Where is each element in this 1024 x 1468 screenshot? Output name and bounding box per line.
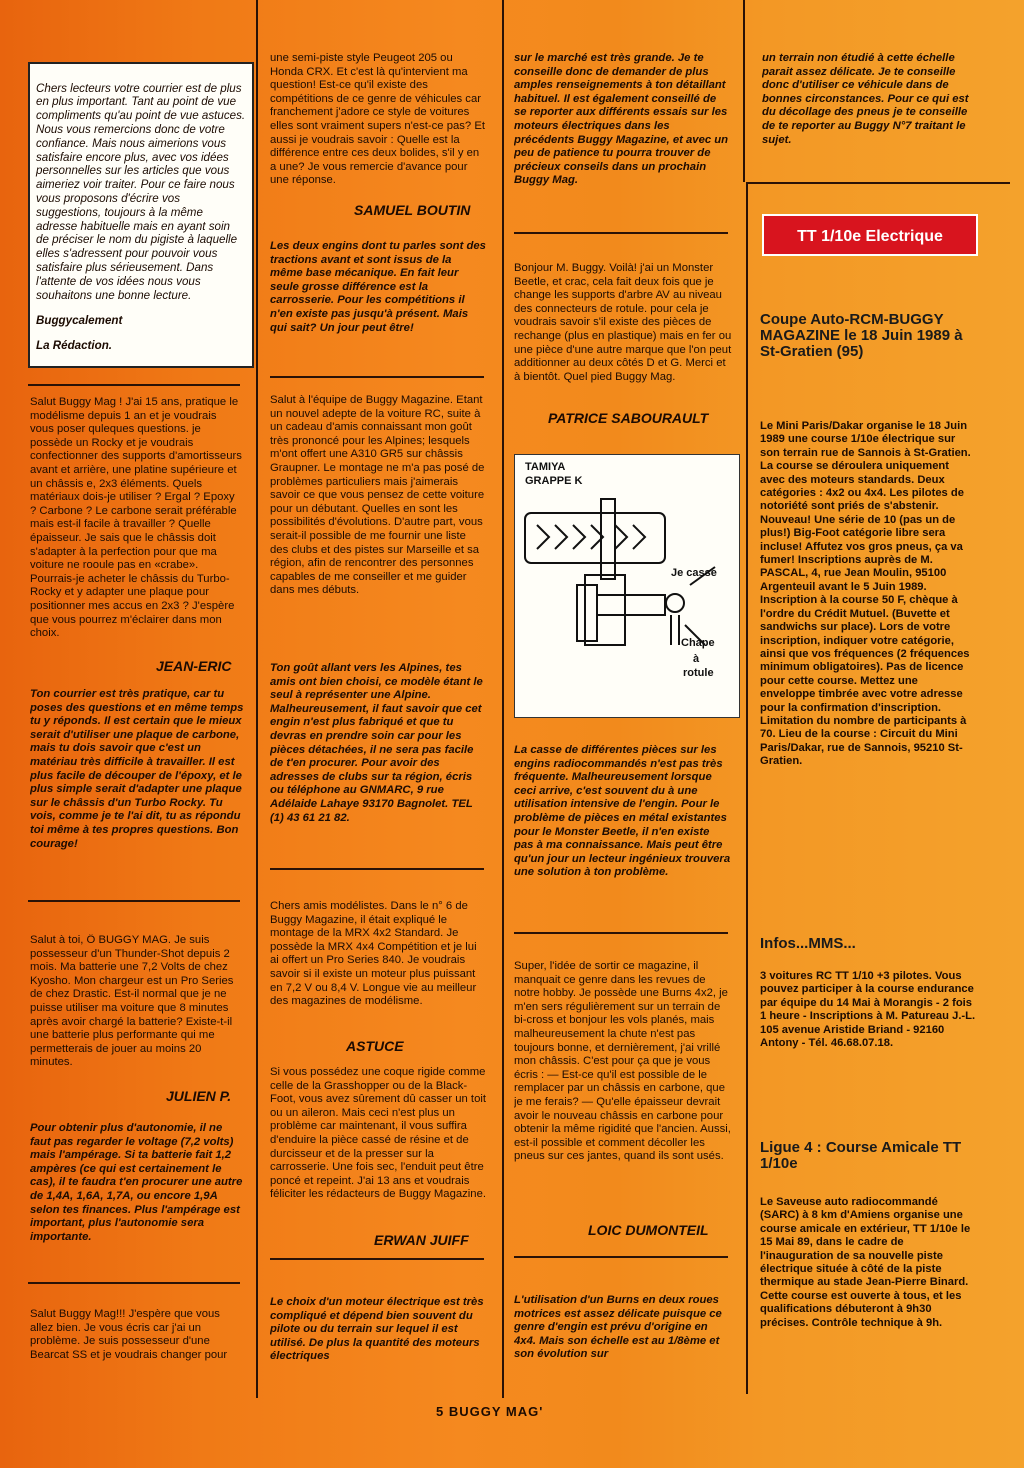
column-rule bbox=[743, 0, 745, 182]
editorial-box bbox=[28, 62, 254, 368]
letter-signature: PATRICE SABOURAULT bbox=[548, 410, 709, 426]
answer: Pour obtenir plus d'autonomie, il ne faut pas regarder le voltage (7,2 volts) mais l'ampérage. Si ta batterie fait 1,2 ampères (ce qui est certainement le cas), il te faudra t'en procurer une autre de 1,4A, 1,6A, 1,7A, ou encore 1,9A selon tes finances. Plus l'ampérage est important, plus l'autonomie sera importante. bbox=[30, 1122, 243, 1243]
event-text: Le Saveuse auto radiocommandé (SARC) à 8 km d'Amiens organise une course amicale en extérieur, TT 1/10e le 15 Mai 89, dans le cadre de l'inauguration de sa nouvelle piste électrique située à côté de la piste thermique au stade Jean-Pierre Binard. Cette course est ouverte à tous, et les qualifications débuteront à 9h30 précises. Contrôle technique à 9h. bbox=[760, 1196, 971, 1329]
letter-signature: ERWAN JUIFF bbox=[374, 1232, 469, 1248]
answer: Ton courrier est très pratique, car tu poses des questions et en même temps tu y réponds. Il est certain que le mieux serait d'utiliser une plaque de carbone, mais tu dois savoir que c'est un matériau très difficile à travailler. Il est plus facile de découper de l'époxy, et le plus simple serait d'adapter une plaque sur le châssis d'un Turbo Rocky. Tu vois, comme je te l'ai dit, tu as répondu toi même à tes propres questions. Bon courage! bbox=[30, 688, 244, 850]
separator bbox=[514, 932, 728, 934]
event-text: 3 voitures RC TT 1/10 +3 pilotes. Vous pouvez participer à la course endurance par équipe du 14 Mai à Morangis - 2 fois 1 heure - Inscriptions à M. Patureau J.-L. 105 avenue Aristide Briand - 92160 Antony - Tél. 46.68.07.18. bbox=[760, 970, 976, 1050]
letter: Bonjour M. Buggy. Voilà! j'ai un Monster Beetle, et crac, cela fait deux fois que je change les supports d'arbre AV au niveau des connecteurs de rotule. pour cela je voudrais savoir s'il existe des pièces de rechange (plus en plastique) mais en fer ou une pièce d'une autre marque que l'on peut additionner au deux côtés D et G. Merci et à bientôt. Quel pied Buggy Mag. bbox=[514, 262, 732, 383]
answer: Ton goût allant vers les Alpines, tes amis ont bien choisi, ce modèle étant le seul à représenter une Alpine. Malheureusement, il faut savoir que cet engin n'est plus fabriqué et que tu devras en prendre soin car pour les pièces détachées, il ne sera pas facile de t'en procurer. Pour avoir des adresses de clubs sur ta région, écris ou téléphone au GNMARC, 9 rue Adélaide Lahaye 93170 Bagnolet. TEL (1) 43 61 21 82. bbox=[270, 662, 483, 824]
letter-signature: JULIEN P. bbox=[166, 1088, 232, 1104]
section-tag: TT 1/10e Electrique bbox=[762, 214, 978, 256]
letter-signature: LOIC DUMONTEIL bbox=[588, 1222, 709, 1238]
separator bbox=[28, 1282, 240, 1284]
tip-text: Si vous possédez une coque rigide comme celle de la Grasshopper ou de la Black-Foot, vous avez sûrement dû casser un toit ou un aileron. Mais ceci n'est plus un problème car maintenant, il vous suffira d'enduire la pièce cassé de résine et de durcisseur et de la presser sur la carrosserie. Une fois sec, l'enduit peut être poncé et repeint. J'ai 13 ans et voudrais féliciter les rédacteurs de Buggy Magazine. bbox=[270, 1066, 486, 1201]
letter: une semi-piste style Peugeot 205 ou Honda CRX. Et c'est là qu'intervient ma question! Est-ce qu'il existe des compétitions de ce genre de véhicules car franchement j'adore ce style de voitures elles sont vraiment supers n'est-ce pas? Et aussi je voudrais savoir : Quelle est la différence entre ces deux bolides, s'il y en a une? Je vous remercie d'avance pour une réponse. bbox=[270, 52, 486, 187]
event-heading: Infos...MMS... bbox=[760, 935, 856, 952]
letter-signature: SAMUEL BOUTIN bbox=[354, 202, 471, 218]
answer: L'utilisation d'un Burns en deux roues motrices est assez délicate puisque ce genre d'engin est prévu d'origine en 4x4. Mais son échelle est au 1/8ème et son évolution sur bbox=[514, 1294, 722, 1361]
letter: Salut Buggy Mag!!! J'espère que vous allez bien. Je vous écris car j'ai un problème. Je suis possesseur d'une Bearcat SS et je voudrais changer pour bbox=[30, 1308, 228, 1361]
answer: La casse de différentes pièces sur les engins radiocommandés n'est pas très fréquente. Malheureusement lorsque ceci arrive, c'est souvent du à une utilisation intensive de l'engin. Pour le problème de pièces en métal existantes pour le Monster Beetle, il n'en existe pas à ma connaissance. Mais peut être qu'un jour un lecteur ingénieux trouvera une solution à ton problème. bbox=[514, 744, 731, 879]
answer: Le choix d'un moteur électrique est très compliqué et dépend bien souvent du pilote ou du terrain sur lequel il est utilisé. De plus la quantité des moteurs électriques bbox=[270, 1296, 484, 1363]
separator bbox=[514, 232, 728, 234]
diagram-label: TAMIYA bbox=[525, 461, 566, 473]
separator bbox=[514, 1256, 728, 1258]
letter: Chers amis modélistes. Dans le n° 6 de Buggy Magazine, il était expliqué le montage de la MRX 4x2 Standard. Je possède la MRX 4x4 Compétition et je lui ai offert un Pro Series 840. Je voudrais savoir si il existe un moteur plus puissant en 7,2 V ou 8,4 V. Longue vie au meilleur des magazines de modélisme. bbox=[270, 900, 477, 1008]
diagram-label: Chape bbox=[681, 637, 715, 649]
answer: un terrain non étudié à cette échelle parait assez délicate. Je te conseille donc d'utiliser ce véhicule dans de bonnes circonstances. Pour ce qui est du décollage des pneus je te conseille de te reporter au Buggy N°7 traitant le sujet. bbox=[762, 52, 969, 146]
separator bbox=[28, 384, 240, 386]
letter: Super, l'idée de sortir ce magazine, il manquait ce genre dans les revues de notre hobby. Je possède une Burns 4x2, je m'en sers régulièrement sur un terrain de bi-cross et bonjour les vols planés, mais malheureusement la chute n'est pas toujours bonne, et dernièrement, j'ai vrillé mon châssis. C'est pour ça que je vous écris : — Est-ce qu'il est possible de le remplacer par un châssis en carbone, que je me ferais? — Qu'elle épaisseur devrait avoir le nouveau châssis en carbone pour obtenir la même rigidité que l'ancien. Aussi, est-il possible et comment décoller les pneus sur ces jantes, quand ils sont usés. bbox=[514, 960, 731, 1163]
separator bbox=[270, 1258, 484, 1260]
column-rule bbox=[502, 0, 504, 1398]
page-footer: 5 BUGGY MAG' bbox=[436, 1404, 544, 1419]
separator bbox=[270, 868, 484, 870]
event-heading: Ligue 4 : Course Amicale TT 1/10e bbox=[760, 1139, 962, 1172]
letter: Salut à l'équipe de Buggy Magazine. Etant un nouvel adepte de la voiture RC, suite à un cadeau d'amis connaissant mon goût très prononcé pour les Alpines; lesquels m'ont offert une A310 GR5 sur châssis Graupner. Le montage ne m'a pas posé de problèmes particuliers mais j'aimerais savoir ce que vous pensez de cette voiture pour un débutant. Quelles en sont les possibilités d'évolutions. D'autre part, vous serait-il possible de me fournir une liste des clubs et des pistes sur Marseille et sa région, afin de rencontrer des personnes capables de me conseiller et me guider dans mes débuts. bbox=[270, 394, 485, 597]
column-rule bbox=[256, 0, 258, 1398]
editorial-sign: Buggycalement bbox=[36, 313, 123, 327]
event-text: Le Mini Paris/Dakar organise le 18 Juin 1989 une course 1/10e électrique sur son terrain rue de Sannois à St-Gratien. La course se déroulera uniquement avec des moteurs standards. Deux catégories : 4x2 ou 4x4. Les pilotes de notoriété sont priés de s'abstenir. Nouveau! Une série de 10 (pas un de plus!) Big-Foot catégorie libre sera incluse! Affutez vos gros pneus, ça va fumer! Inscriptions auprès de M. PASCAL, 4, rue Jean Moulin, 95100 Argenteuil avant le 5 Juin 1989. Inscription à la course 50 F, chèque à l'ordre du Crédit Mutuel. (Buvette et sandwichs sur place). Lors de votre inscription, indiquer votre catégorie, ainsi que vos fréquences (2 fréquences minimum obligatoires). Pas de licence pour cette course. Mettez une enveloppe timbrée avec votre adresse pour la confirmation d'inscription. Limitation du nombre de participants à 70. Lieu de la course : Circuit du Mini Paris/Dakar, rue de Sannois, 95210 St-Gratien. bbox=[760, 420, 971, 768]
section-heading: ASTUCE bbox=[346, 1038, 404, 1054]
answer: Les deux engins dont tu parles sont des tractions avant et sont issus de la même base mécanique. En fait leur seule grosse différence est la carrosserie. Pour les compétitions il n'en existe pas jusqu'à présent. Mais qui sait? Un jour peut être! bbox=[270, 240, 486, 334]
letter: Salut à toi, Ô BUGGY MAG. Je suis possesseur d'un Thunder-Shot depuis 2 mois. Ma batterie une 7,2 Volts de chez Kyosho. Mon chargeur est un Pro Series de chez Drastic. Est-il normal que je ne puisse utiliser ma voiture que 8 minutes après avoir chargé la batterie? Existe-t-il une batterie plus performante qui me permetterais de jouer au moins 20 minutes. bbox=[30, 934, 234, 1069]
diagram-label: GRAPPE K bbox=[525, 475, 583, 487]
diagram-label: à bbox=[693, 653, 700, 665]
event-heading: Coupe Auto-RCM-BUGGY MAGAZINE le 18 Juin 1989 à St-Gratien (95) bbox=[760, 311, 963, 360]
editorial-text: Chers lecteurs votre courrier est de plus en plus important. Tant au point de vue compliments qu'au point de vue astuces. Nous vous remercions donc de votre confiance. Mais nous aimerions vous satisfaire encore plus, avec vos idées personnelles sur les articles que vous aimeriez voir traiter. Pour ce faire nous vous proposons d'écrire vos suggestions, toujours à la même adresse habituelle mais en ayant soin de préciser le nom du pigiste à laquelle elles s'adressent pour pouvoir vous satisfaire plus sérieusement. Dans l'attente de vos idées nous vous souhaitons une bonne lecture. bbox=[36, 81, 246, 302]
editorial-sign: La Rédaction. bbox=[36, 339, 113, 353]
answer: sur le marché est très grande. Je te conseille donc de demander de plus amples renseignements à ton détaillant habituel. Il est également conseillé de se reporter aux différents essais sur les moteurs électriques dans les précédents Buggy Magazine, et avec un peu de patience tu pourra trouver de précieux conseils dans un prochain Buggy Mag. bbox=[514, 52, 729, 187]
parts-diagram bbox=[514, 454, 740, 718]
letter: Salut Buggy Mag ! J'ai 15 ans, pratique le modélisme depuis 1 an et je voudrais vous poser quleques questions. je possède un Rocky et je voudrais confectionner des supports d'amortisseurs avant et arrière, une platine supérieure et un châssis e, 2x3 éléments. Quels matériaux dois-je utiliser ? Ergal ? Epoxy ? Carbone ? Le carbone serait préférable mais est-il facile à travailler ? Quelle épaisseur. Je sais que le châssis doit s'adapter à la perfection pour que ma voiture ne rooule pas en «crabe». Pourrais-je acheter le châssis du Turbo-Rocky et y adapter une plaque pour positionner mes accus en 2x3 ? J'espère que vous pourrez m'éclairer dans mon choix. bbox=[30, 396, 242, 640]
diagram-label: Je casse bbox=[671, 567, 717, 579]
separator bbox=[270, 376, 484, 378]
separator bbox=[28, 900, 240, 902]
letter-signature: JEAN-ERIC bbox=[156, 658, 232, 674]
diagram-label: rotule bbox=[683, 667, 714, 679]
